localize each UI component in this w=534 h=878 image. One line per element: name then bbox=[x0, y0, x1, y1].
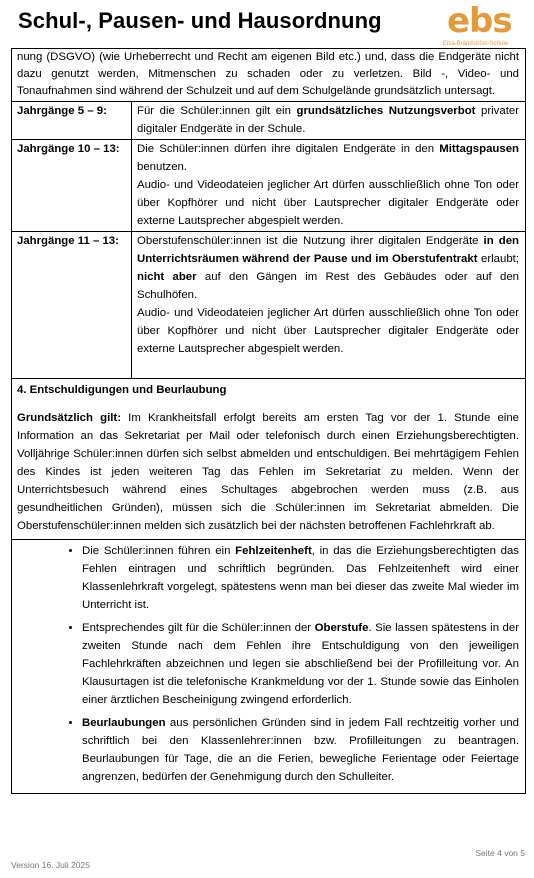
text-run: auf den Gängen im Rest des Gebäudes oder auf den Schulhöfen. bbox=[137, 271, 519, 301]
bold-text: nicht aber bbox=[137, 271, 197, 283]
logo-mark: ebs bbox=[447, 1, 512, 41]
rule-text bbox=[137, 232, 519, 304]
bold-text: Oberstufe bbox=[314, 622, 369, 634]
text-run: Oberstufenschüler:innen ist die Nutzung ihrer digitalen Endgeräte bbox=[137, 235, 484, 247]
table-row bbox=[12, 232, 525, 379]
bold-text: grundsätzliches Nutzungsverbot bbox=[296, 105, 476, 117]
text-run: , in das die Erziehungsberechtigten das Fehlen eintragen und schriftlich begründen. Das Fehlzeitenheft wird einer Klassenlehrkraft vorgelegt, spätestens wenn man bei dieser das zweite Mal wieder im Unterricht ist. bbox=[82, 545, 520, 611]
row-text bbox=[132, 102, 526, 140]
audio-rule-text: Audio- und Videodateien jeglicher Art dürfen ausschließlich ohne Ton oder über Kopfhörer und nicht über Lautsprecher digitaler Endgeräte oder externe Lautsprecher abgespielt werden. bbox=[137, 307, 519, 355]
logo-subtitle: Elsa-Brändström-Schule bbox=[443, 41, 509, 47]
text-run: Die Schüler:innen führen ein bbox=[82, 545, 236, 557]
version-label: Version 16. Juli 2025 bbox=[11, 860, 90, 870]
row-text bbox=[132, 140, 526, 232]
table-row bbox=[12, 140, 525, 232]
bold-text: Fehlzeitenheft bbox=[235, 545, 312, 557]
table-row bbox=[12, 102, 525, 140]
row-label: Jahrgänge 10 – 13: bbox=[12, 140, 132, 232]
section-4 bbox=[12, 379, 525, 540]
bullet-list bbox=[12, 540, 525, 793]
text-run: aus persönlichen Gründen sind in jedem Fall rechtzeitig vorher und schriftlich bei den Klassenlehrer:innen bzw. Profilleitungen zu beantragen. Beurlaubungen für Tage, die an die Ferien, bewegliche Ferientage oder Feiertage angrenzen, bedürfen der Genehmigung durch den Schulleiter. bbox=[82, 717, 519, 783]
school-logo bbox=[443, 1, 523, 48]
document-body bbox=[11, 48, 526, 794]
text-run: Für die Schüler:innen gilt ein bbox=[137, 105, 297, 117]
intro-paragraph: nung (DSGVO) (wie Urheberrecht und Recht am eigenen Bild etc.) und, dass die Endgeräte nicht dazu genutzt werden, Mitmenschen zu schaden oder zu verletzen. Bild -, Video- und Tonaufnahmen sind während der Schulzeit und auf dem Schulgelände grundsätzlich untersagt. bbox=[12, 49, 525, 102]
row-text bbox=[132, 232, 526, 379]
section-paragraph bbox=[17, 409, 519, 535]
text-run: Die Schüler:innen dürfen ihre digitalen Endgeräte in den bbox=[137, 143, 440, 155]
list-item bbox=[82, 714, 519, 786]
text-run: erlaubt; bbox=[477, 253, 519, 265]
text-run: benutzen. bbox=[137, 161, 188, 173]
bold-text: Mittagspausen bbox=[439, 143, 519, 155]
bold-text: in den Unterrichtsräumen während der Pause und im Oberstufentrakt bbox=[137, 235, 519, 265]
page-title: Schul-, Pausen- und Hausordnung bbox=[18, 8, 382, 33]
text-run: privater digitaler Endgeräte in der Schule. bbox=[137, 105, 519, 135]
paragraph-text: Im Krankheitsfall erfolgt bereits am ersten Tag vor der 1. Stunde eine Information an das Sekretariat per Mail oder telefonisch durch einen Erziehungsberechtigten. Volljährige Schüler:innen dürfen sich selbst abmelden und entschuldigen. Bei mehrtägigem Fehlen des Kindes ist jeden weiteren Tag das Fehlen im Sekretariat zu melden. Wenn der Unterrichtsbesuch während eines Schultages abgebrochen werden muss (z.B. aus gesundheitlichen Gründen), müssen sich die Schüler:innen im Sekretariat abmelden. Die Oberstufenschüler:innen melden sich zusätzlich bei der nächsten betroffenen Fachlehrkraft ab. bbox=[17, 412, 519, 532]
list-item bbox=[82, 542, 519, 614]
row-label: Jahrgänge 5 – 9: bbox=[12, 102, 132, 140]
rule-text bbox=[137, 140, 519, 176]
list-item bbox=[82, 619, 519, 709]
text-run: Entsprechendes gilt für die Schüler:innen der bbox=[82, 622, 315, 634]
rule-text bbox=[137, 102, 519, 138]
audio-rule-text: Audio- und Videodateien jeglicher Art dürfen ausschließlich ohne Ton oder über Kopfhörer und nicht über Lautsprecher digitaler Endgeräte oder externe Lautsprecher abgespielt werden. bbox=[137, 179, 519, 227]
bold-text: Beurlaubungen bbox=[82, 717, 166, 729]
row-label: Jahrgänge 11 – 13: bbox=[12, 232, 132, 379]
device-rules-table bbox=[12, 102, 525, 379]
lead-text: Grundsätzlich gilt: bbox=[17, 412, 121, 424]
text-run: . Sie lassen spätestens in der zweiten Stunde nach dem Fehlen ihre Entschuldigung von den jeweiligen Fachlehrkräften abzeichnen und legen sie abschließend bei der Profilleitung vor. An Klausurtagen ist die telefonische Krankmeldung vor der 1. Stunde sowie das Einholen einer ärztlichen Bescheinigung zwingend erforderlich. bbox=[82, 622, 520, 706]
section-heading: 4. Entschuldigungen und Beurlaubung bbox=[17, 384, 227, 396]
page-number: Seite 4 von 5 bbox=[475, 848, 525, 858]
